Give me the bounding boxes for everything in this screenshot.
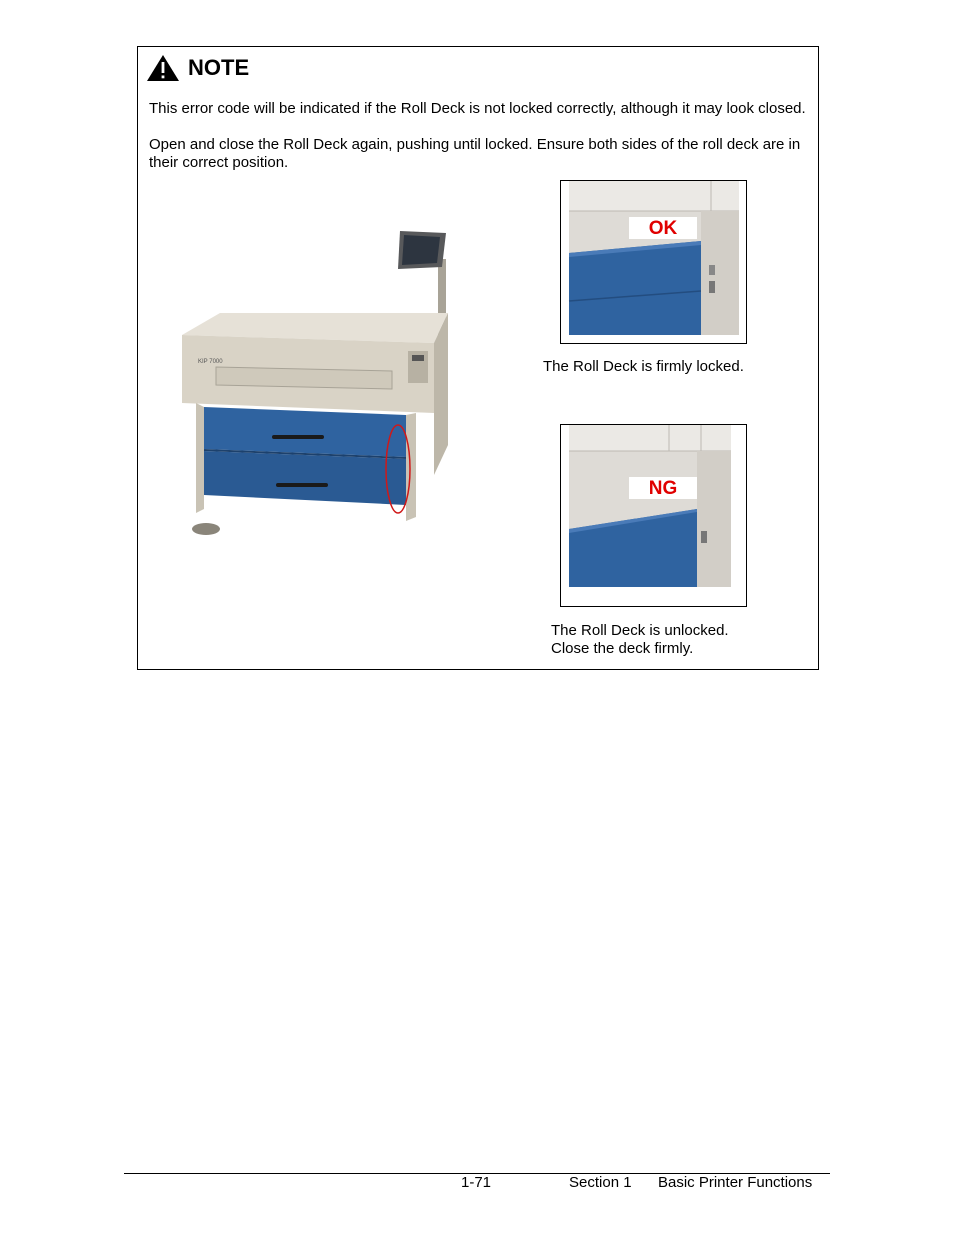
ok-photo-frame [560,180,747,344]
note-box [137,46,819,670]
ok-label: OK [648,218,678,239]
ng-photo [561,425,746,606]
ng-caption-line-2: Close the deck firmly. [551,640,694,657]
note-paragraph-2: Open and close the Roll Deck again, pushing until locked. Ensure both sides of the roll deck are in their correct position. [149,136,801,171]
note-title: NOTE [188,55,250,80]
ng-photo-frame [560,424,747,607]
ng-label: NG [648,478,678,499]
printer-photo [176,217,466,537]
printer-brand-label: KIP 7000 [198,359,223,365]
note-paragraph-1: This error code will be indicated if the Roll Deck is not locked correctly, although it may look closed. [149,100,806,117]
warning-icon [146,54,180,82]
ng-caption-line-1: The Roll Deck is unlocked. [551,622,729,639]
footer-section: Section 1 [569,1174,632,1191]
ok-caption: The Roll Deck is firmly locked. [543,358,744,375]
ok-photo [561,181,746,343]
note-header [146,53,249,83]
footer-section-title: Basic Printer Functions [658,1174,813,1191]
footer-page-number: 1-71 [461,1174,492,1191]
